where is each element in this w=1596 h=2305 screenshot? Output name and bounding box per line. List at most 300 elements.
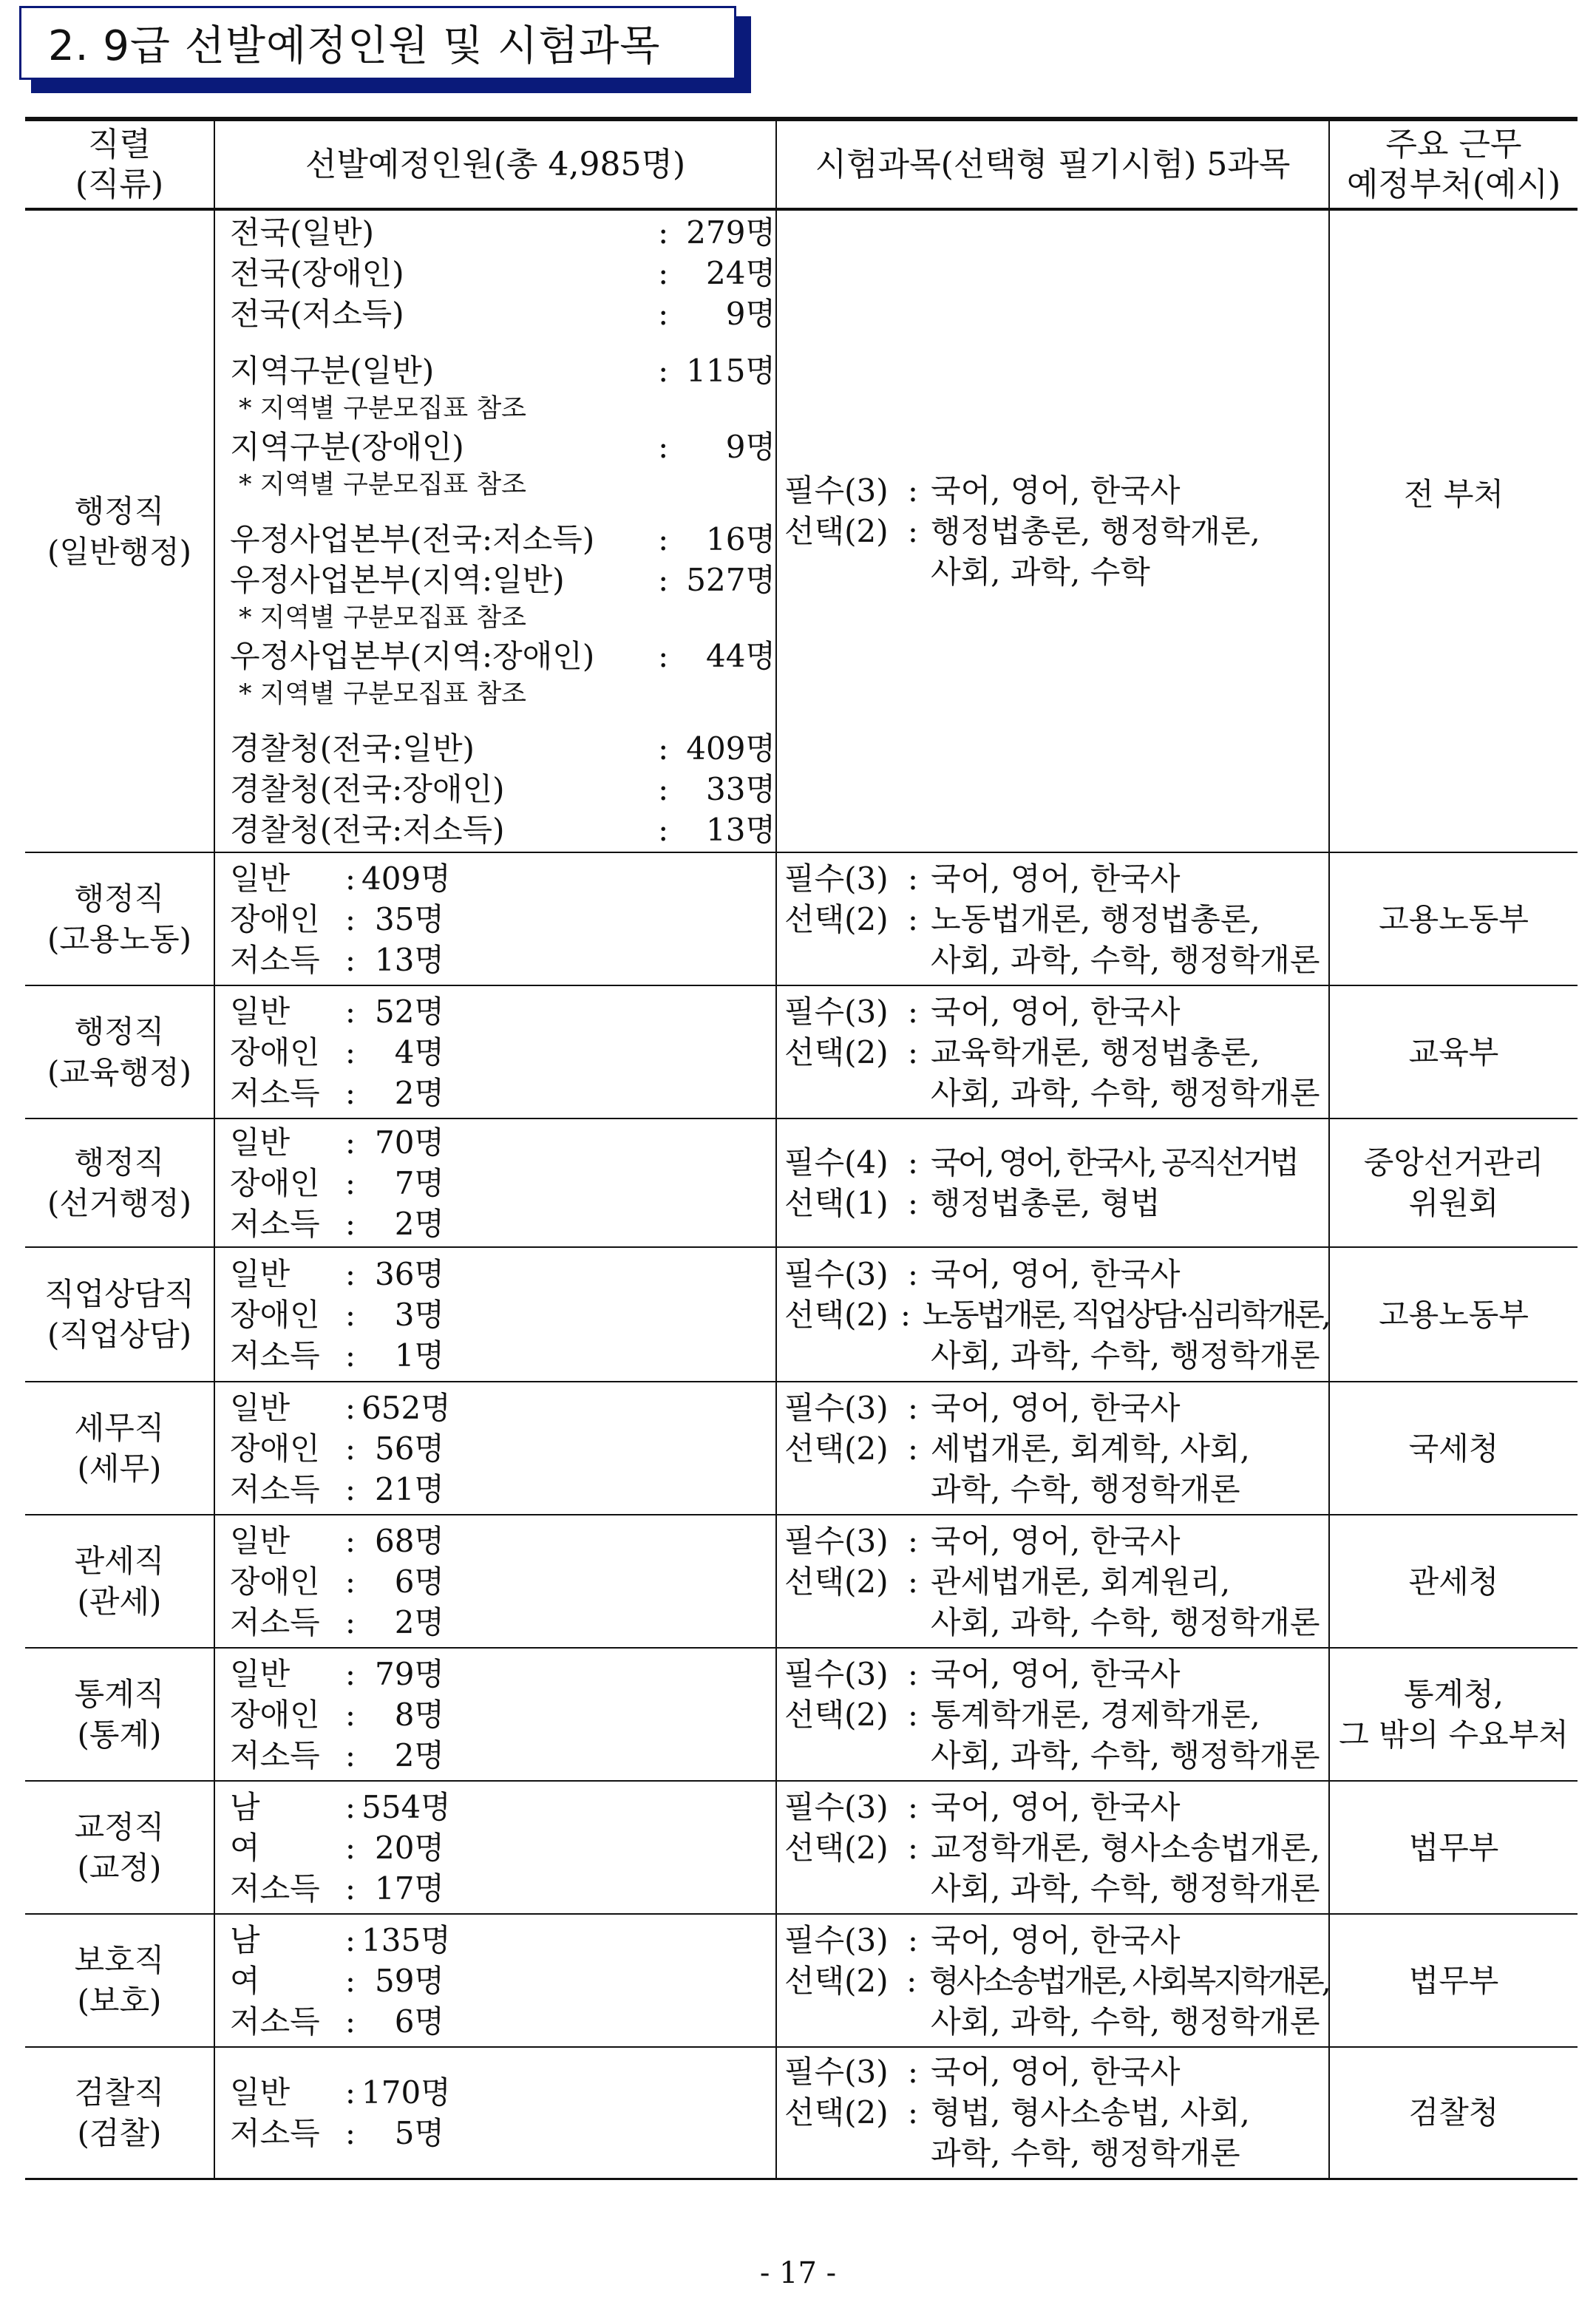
elective-subject-list: 형법, 형사소송법, 사회, <box>931 2094 1250 2131</box>
quota-line <box>230 1073 775 1113</box>
department-name: 검찰청 <box>1408 2094 1499 2131</box>
department-cell <box>1329 985 1578 1118</box>
subjects-cell <box>776 1781 1329 1914</box>
position-name: 통계직 <box>74 1676 165 1712</box>
quota-sep: : <box>344 1829 356 1866</box>
position-subtype: (고용노동) <box>47 921 192 957</box>
elective-subjects: 선택(2) : 교육학개론, 행정법총론, <box>784 1032 1328 1073</box>
quota-line <box>230 1335 775 1376</box>
quota-value: 59명 <box>374 1962 444 1999</box>
quota-value: 21명 <box>374 1470 444 1507</box>
subjects-cell <box>776 1118 1329 1247</box>
quota-value: 56명 <box>374 1430 444 1467</box>
table-row <box>25 1515 1578 1648</box>
elective-subject-list: 통계학개론, 경제학개론, <box>931 1696 1260 1733</box>
department-cell <box>1329 1247 1578 1382</box>
required-subjects: 필수(4) : 국어, 영어, 한국사, 공직선거법 <box>784 1142 1328 1183</box>
subjects-cell <box>776 1515 1329 1648</box>
quota-line <box>230 1694 775 1735</box>
required-subject-list: 국어, 영어, 한국사 <box>931 1255 1181 1292</box>
department-name: 법무부 <box>1408 1962 1499 1999</box>
required-subjects: 필수(3) : 국어, 영어, 한국사 <box>784 858 1328 899</box>
subjects-cell <box>776 852 1329 985</box>
quota-sep: : <box>344 1164 356 1201</box>
quota-value: 652명 <box>361 1389 451 1426</box>
quota-value: 9명 <box>725 429 776 465</box>
quota-line <box>230 1735 775 1776</box>
quota-value: 6명 <box>394 1563 444 1600</box>
quota-sep: : <box>344 1921 356 1958</box>
quota-sep: : <box>344 1870 356 1907</box>
quota-line <box>230 1920 775 1961</box>
quota-value: 4명 <box>394 1033 444 1070</box>
quota-line <box>230 769 775 809</box>
quota-value: 5명 <box>394 2114 444 2151</box>
quota-sep: : <box>344 1430 356 1467</box>
quota-cell <box>214 2047 776 2179</box>
quota-label: 장애인 <box>230 1033 320 1070</box>
quota-cell <box>214 1118 776 1247</box>
position-cell <box>25 1382 214 1515</box>
quota-label: 저소득 <box>230 1074 320 1111</box>
quota-value: 44명 <box>706 638 776 674</box>
quota-line <box>230 858 775 899</box>
position-subtype: (통계) <box>77 1717 162 1753</box>
quota-value: 279명 <box>686 214 776 251</box>
elective-subjects-cont <box>784 1602 1328 1643</box>
department-cell <box>1329 1648 1578 1781</box>
department-cell <box>1329 209 1578 852</box>
quota-line <box>230 212 775 253</box>
elective-subject-list-cont: 사회, 과학, 수학, 행정학개론 <box>931 1337 1320 1374</box>
quota-value: 70명 <box>374 1124 444 1161</box>
subjects-cell <box>776 1247 1329 1382</box>
quota-value: 170명 <box>361 2074 451 2111</box>
quota-sep: : <box>344 1962 356 1999</box>
section-title: 2. 9급 선발예정인원 및 시험과목 <box>19 6 736 80</box>
quota-sep: : <box>344 1033 356 1070</box>
table-row <box>25 1247 1578 1382</box>
position-subtype: (보호) <box>77 1983 162 2019</box>
subjects-cell <box>776 1382 1329 1515</box>
elective-subjects-cont <box>784 551 1328 592</box>
quota-label: 장애인 <box>230 1696 320 1733</box>
table-row <box>25 1781 1578 1914</box>
required-subject-list: 국어, 영어, 한국사 <box>931 1655 1181 1692</box>
elective-subject-list-cont: 사회, 과학, 수학, 행정학개론 <box>931 2003 1320 2040</box>
department-cell <box>1329 1118 1578 1247</box>
elective-subject-list: 관세법개론, 회계원리, <box>931 1563 1231 1600</box>
quota-sep: : <box>658 521 669 557</box>
quota-sep: : <box>344 1296 356 1333</box>
quota-line <box>230 1388 775 1428</box>
quota-sep: : <box>344 1255 356 1292</box>
table-row <box>25 209 1578 852</box>
department-name: 고용노동부 <box>1379 900 1529 937</box>
required-subject-list: 국어, 영어, 한국사 <box>931 1788 1181 1825</box>
required-subject-list: 국어, 영어, 한국사 <box>931 860 1181 897</box>
table-row <box>25 1648 1578 1781</box>
department-cell <box>1329 1914 1578 2047</box>
quota-cell <box>214 1914 776 2047</box>
required-subjects: 필수(3) : 국어, 영어, 한국사 <box>784 1254 1328 1294</box>
quota-sep: : <box>344 1470 356 1507</box>
elective-subject-list: 행정법총론, 행정학개론, <box>931 513 1260 549</box>
header-quota: 선발예정인원(총 4,985명) <box>214 119 776 209</box>
elective-subject-list: 세법개론, 회계학, 사회, <box>931 1430 1250 1467</box>
quota-label: 일반 <box>230 1522 291 1559</box>
elective-subjects: 선택(2) : 통계학개론, 경제학개론, <box>784 1694 1328 1735</box>
quota-value: 3명 <box>394 1296 444 1333</box>
quota-value: 9명 <box>725 296 776 332</box>
elective-subjects-cont <box>784 2001 1328 2042</box>
quota-label: 전국(장애인) <box>230 255 404 291</box>
quota-label: 저소득 <box>230 1603 320 1640</box>
department-name: 전 부처 <box>1403 476 1504 512</box>
position-cell <box>25 1515 214 1648</box>
quota-line <box>230 1163 775 1204</box>
quota-value: 135명 <box>361 1921 451 1958</box>
required-subjects: 필수(3) : 국어, 영어, 한국사 <box>784 1521 1328 1561</box>
quota-label: 경찰청(전국:일반) <box>230 730 475 767</box>
position-name: 교정직 <box>74 1809 165 1845</box>
quota-line <box>230 1961 775 2001</box>
required-subject-list: 국어, 영어, 한국사 <box>931 1921 1181 1958</box>
quota-line <box>230 1204 775 1244</box>
quota-line <box>230 1561 775 1602</box>
quota-line <box>230 1602 775 1643</box>
quota-sep: : <box>344 1563 356 1600</box>
quota-line <box>230 253 775 293</box>
quota-sep: : <box>658 353 669 389</box>
quota-label: 일반 <box>230 1389 291 1426</box>
required-subject-list: 국어, 영어, 한국사 <box>931 993 1181 1030</box>
department-cell <box>1329 852 1578 985</box>
quota-label: 장애인 <box>230 1563 320 1600</box>
quota-sep: : <box>344 1124 356 1161</box>
required-subjects: 필수(3) : 국어, 영어, 한국사 <box>784 2051 1328 2092</box>
required-subject-list: 국어, 영어, 한국사 <box>931 2054 1181 2091</box>
position-subtype: (세무) <box>77 1450 162 1487</box>
position-subtype: (검찰) <box>77 2114 162 2151</box>
quota-value: 2명 <box>394 1074 444 1111</box>
quota-value: 2명 <box>394 1603 444 1640</box>
elective-subjects: 선택(2) : 관세법개론, 회계원리, <box>784 1561 1328 1602</box>
quota-sep: : <box>344 900 356 937</box>
quota-sep: : <box>344 1737 356 1773</box>
position-name: 행정직 <box>74 492 165 529</box>
quota-label: 전국(저소득) <box>230 296 404 332</box>
table-row <box>25 852 1578 985</box>
position-cell <box>25 1648 214 1781</box>
regional-note: * 지역별 구분모집표 참조 <box>239 679 526 709</box>
quota-sep: : <box>344 1655 356 1692</box>
quota-sep: : <box>344 993 356 1030</box>
quota-sep: : <box>658 296 669 332</box>
subjects-cell <box>776 209 1329 852</box>
department-cell <box>1329 2047 1578 2179</box>
quota-line <box>230 1868 775 1909</box>
elective-subject-list: 교육학개론, 행정법총론, <box>931 1033 1260 1070</box>
elective-subjects: 선택(2) : 행정법총론, 행정학개론, <box>784 511 1328 551</box>
quota-cell <box>214 1648 776 1781</box>
quota-value: 36명 <box>374 1255 444 1292</box>
quota-line <box>230 809 775 850</box>
regional-note: * 지역별 구분모집표 참조 <box>239 470 526 500</box>
quota-sep: : <box>658 214 669 251</box>
quota-line <box>230 2113 775 2153</box>
quota-value: 68명 <box>374 1522 444 1559</box>
department-name: 관세청 <box>1408 1563 1499 1600</box>
required-subject-list: 국어, 영어, 한국사 <box>931 472 1181 509</box>
elective-subjects: 선택(1) : 행정법총론, 형법 <box>784 1183 1328 1223</box>
quota-line <box>230 1654 775 1694</box>
elective-subjects: 선택(2) : 형사소송법개론, 사회복지학개론, <box>784 1961 1328 2001</box>
subjects-cell <box>776 985 1329 1118</box>
quota-label: 장애인 <box>230 1164 320 1201</box>
quota-label: 여 <box>230 1962 260 1999</box>
required-subjects: 필수(3) : 국어, 영어, 한국사 <box>784 470 1328 511</box>
quota-value: 79명 <box>374 1655 444 1692</box>
elective-subjects-cont <box>784 1735 1328 1776</box>
department-name: 국세청 <box>1408 1430 1499 1467</box>
elective-subject-list: 형사소송법개론, 사회복지학개론, <box>928 1962 1328 1999</box>
required-subject-list: 국어, 영어, 한국사 <box>931 1522 1181 1559</box>
subjects-cell <box>776 1914 1329 2047</box>
department-cell <box>1329 1382 1578 1515</box>
quota-sep: : <box>658 638 669 674</box>
required-subject-list: 국어, 영어, 한국사 <box>931 1389 1181 1426</box>
quota-value: 20명 <box>374 1829 444 1866</box>
quota-label: 우정사업본부(지역:장애인) <box>230 638 595 674</box>
quota-label: 전국(일반) <box>230 214 375 251</box>
quota-label: 장애인 <box>230 1296 320 1333</box>
quota-sep: : <box>344 1603 356 1640</box>
department-cell <box>1329 1781 1578 1914</box>
quota-line <box>230 1294 775 1335</box>
quota-line <box>230 1787 775 1827</box>
quota-value: 52명 <box>374 993 444 1030</box>
quota-line <box>230 636 775 676</box>
elective-subject-list: 노동법개론, 직업상담·심리학개론, <box>922 1296 1328 1333</box>
header-department: 주요 근무 예정부처(예시) <box>1329 119 1578 209</box>
quota-label: 저소득 <box>230 1205 320 1242</box>
quota-line <box>230 427 775 467</box>
department-name: 교육부 <box>1408 1033 1499 1070</box>
quota-sep: : <box>658 771 669 807</box>
quota-cell <box>214 985 776 1118</box>
required-subjects: 필수(3) : 국어, 영어, 한국사 <box>784 991 1328 1032</box>
quota-sep: : <box>344 1205 356 1242</box>
quota-label: 우정사업본부(지역:일반) <box>230 562 565 598</box>
position-name: 세무직 <box>74 1410 165 1446</box>
quota-label: 일반 <box>230 860 291 897</box>
quota-label: 일반 <box>230 993 291 1030</box>
quota-line <box>230 940 775 980</box>
quota-sep: : <box>658 255 669 291</box>
quota-label: 지역구분(일반) <box>230 353 435 389</box>
quota-label: 장애인 <box>230 900 320 937</box>
elective-subjects: 선택(2) : 노동법개론, 행정법총론, <box>784 899 1328 940</box>
position-subtype: (교육행정) <box>47 1054 192 1090</box>
quota-label: 저소득 <box>230 1870 320 1907</box>
recruitment-table <box>25 117 1578 2180</box>
elective-subjects-cont <box>784 1073 1328 1113</box>
quota-line <box>230 728 775 769</box>
quota-sep: : <box>658 730 669 767</box>
elective-subject-list-cont: 사회, 과학, 수학, 행정학개론 <box>931 1737 1320 1773</box>
quota-value: 2명 <box>394 1737 444 1773</box>
elective-subject-list-cont: 과학, 수학, 행정학개론 <box>931 1470 1240 1507</box>
quota-line <box>230 350 775 391</box>
quota-label: 경찰청(전국:장애인) <box>230 771 505 807</box>
required-subject-list: 국어, 영어, 한국사, 공직선거법 <box>931 1144 1297 1181</box>
position-cell <box>25 1247 214 1382</box>
department-cell <box>1329 1515 1578 1648</box>
elective-subject-list-cont: 사회, 과학, 수학, 행정학개론 <box>931 1074 1320 1111</box>
position-name: 행정직 <box>74 880 165 917</box>
position-subtype: (직업상담) <box>47 1317 192 1353</box>
quota-value: 33명 <box>706 771 776 807</box>
elective-subjects-cont <box>784 1868 1328 1909</box>
quota-label: 남 <box>230 1788 260 1825</box>
elective-subjects-cont <box>784 1335 1328 1376</box>
quota-line <box>230 1827 775 1868</box>
quota-cell <box>214 1247 776 1382</box>
table-row <box>25 1118 1578 1247</box>
quota-line <box>230 1428 775 1469</box>
header-subjects: 시험과목(선택형 필기시험) 5과목 <box>776 119 1329 209</box>
position-cell <box>25 1118 214 1247</box>
quota-value: 13명 <box>374 941 444 978</box>
regional-note: * 지역별 구분모집표 참조 <box>239 603 526 633</box>
elective-subject-list: 교정학개론, 형사소송법개론, <box>931 1829 1320 1866</box>
position-subtype: (관세) <box>77 1583 162 1620</box>
quota-label: 우정사업본부(전국:저소득) <box>230 521 595 557</box>
quota-line <box>230 1521 775 1561</box>
required-subjects: 필수(3) : 국어, 영어, 한국사 <box>784 1388 1328 1428</box>
quota-sep: : <box>344 2003 356 2040</box>
quota-cell <box>214 1382 776 1515</box>
elective-subject-list: 노동법개론, 행정법총론, <box>931 900 1260 937</box>
header-position: 직렬 (직류) <box>25 119 214 209</box>
quota-value: 115명 <box>686 353 776 389</box>
quota-line <box>230 1254 775 1294</box>
quota-label: 일반 <box>230 1655 291 1692</box>
department-name: 중앙선거관리 <box>1363 1144 1544 1181</box>
quota-line <box>230 1469 775 1510</box>
department-name: 통계청, <box>1403 1676 1504 1712</box>
quota-line <box>230 560 775 600</box>
elective-subjects-cont <box>784 2133 1328 2173</box>
department-name: 법무부 <box>1408 1829 1499 1866</box>
elective-subjects-cont <box>784 1469 1328 1510</box>
position-name: 행정직 <box>74 1144 165 1181</box>
department-name: 고용노동부 <box>1379 1296 1529 1333</box>
quota-label: 저소득 <box>230 1470 320 1507</box>
elective-subjects: 선택(2) : 노동법개론, 직업상담·심리학개론, <box>784 1294 1328 1335</box>
table-row <box>25 2047 1578 2179</box>
position-cell <box>25 2047 214 2179</box>
quota-sep: : <box>344 1389 356 1426</box>
quota-label: 일반 <box>230 2074 291 2111</box>
table-row <box>25 985 1578 1118</box>
quota-value: 24명 <box>706 255 776 291</box>
quota-sep: : <box>344 860 356 897</box>
table-row <box>25 1914 1578 2047</box>
department-name-line2: 위원회 <box>1408 1185 1499 1221</box>
quota-sep: : <box>344 1696 356 1733</box>
elective-subject-list-cont: 과학, 수학, 행정학개론 <box>931 2135 1240 2172</box>
quota-label: 지역구분(장애인) <box>230 429 464 465</box>
quota-label: 일반 <box>230 1124 291 1161</box>
quota-value: 8명 <box>394 1696 444 1733</box>
quota-sep: : <box>344 1522 356 1559</box>
quota-value: 6명 <box>394 2003 444 2040</box>
position-name: 검찰직 <box>74 2074 165 2111</box>
quota-sep: : <box>344 1788 356 1825</box>
quota-value: 13명 <box>706 812 776 848</box>
quota-cell <box>214 1515 776 1648</box>
quota-label: 저소득 <box>230 2114 320 2151</box>
quota-cell <box>214 209 776 852</box>
subjects-cell <box>776 1648 1329 1781</box>
position-cell <box>25 1781 214 1914</box>
position-cell <box>25 209 214 852</box>
position-cell <box>25 1914 214 2047</box>
elective-subjects: 선택(2) : 교정학개론, 형사소송법개론, <box>784 1827 1328 1868</box>
quota-value: 527명 <box>686 562 776 598</box>
quota-sep: : <box>344 2114 356 2151</box>
quota-value: 409명 <box>686 730 776 767</box>
quota-value: 7명 <box>394 1164 444 1201</box>
required-subjects: 필수(3) : 국어, 영어, 한국사 <box>784 1920 1328 1961</box>
quota-line <box>230 2072 775 2113</box>
quota-sep: : <box>344 941 356 978</box>
position-subtype: (선거행정) <box>47 1185 192 1221</box>
position-name: 직업상담직 <box>44 1276 194 1312</box>
quota-sep: : <box>344 2074 356 2111</box>
quota-value: 2명 <box>394 1205 444 1242</box>
quota-sep: : <box>658 812 669 848</box>
page-number: - 17 - <box>759 2256 837 2290</box>
quota-label: 여 <box>230 1829 260 1866</box>
quota-cell <box>214 852 776 985</box>
position-cell <box>25 985 214 1118</box>
quota-line <box>230 899 775 940</box>
quota-label: 저소득 <box>230 1737 320 1773</box>
quota-value: 35명 <box>374 900 444 937</box>
elective-subject-list-cont: 사회, 과학, 수학, 행정학개론 <box>931 941 1320 978</box>
required-subjects: 필수(3) : 국어, 영어, 한국사 <box>784 1654 1328 1694</box>
quota-label: 장애인 <box>230 1430 320 1467</box>
quota-sep: : <box>344 1337 356 1374</box>
regional-note: * 지역별 구분모집표 참조 <box>239 394 526 424</box>
elective-subjects-cont <box>784 940 1328 980</box>
quota-sep: : <box>658 429 669 465</box>
quota-value: 1명 <box>394 1337 444 1374</box>
quota-line <box>230 519 775 560</box>
header-row <box>25 119 1578 209</box>
elective-subject-list-cont: 사회, 과학, 수학 <box>931 554 1150 590</box>
quota-value: 17명 <box>374 1870 444 1907</box>
elective-subject-list: 행정법총론, 형법 <box>931 1185 1161 1221</box>
quota-sep: : <box>658 562 669 598</box>
quota-line <box>230 1032 775 1073</box>
position-cell <box>25 852 214 985</box>
quota-line <box>230 293 775 334</box>
elective-subjects: 선택(2) : 형법, 형사소송법, 사회, <box>784 2092 1328 2133</box>
